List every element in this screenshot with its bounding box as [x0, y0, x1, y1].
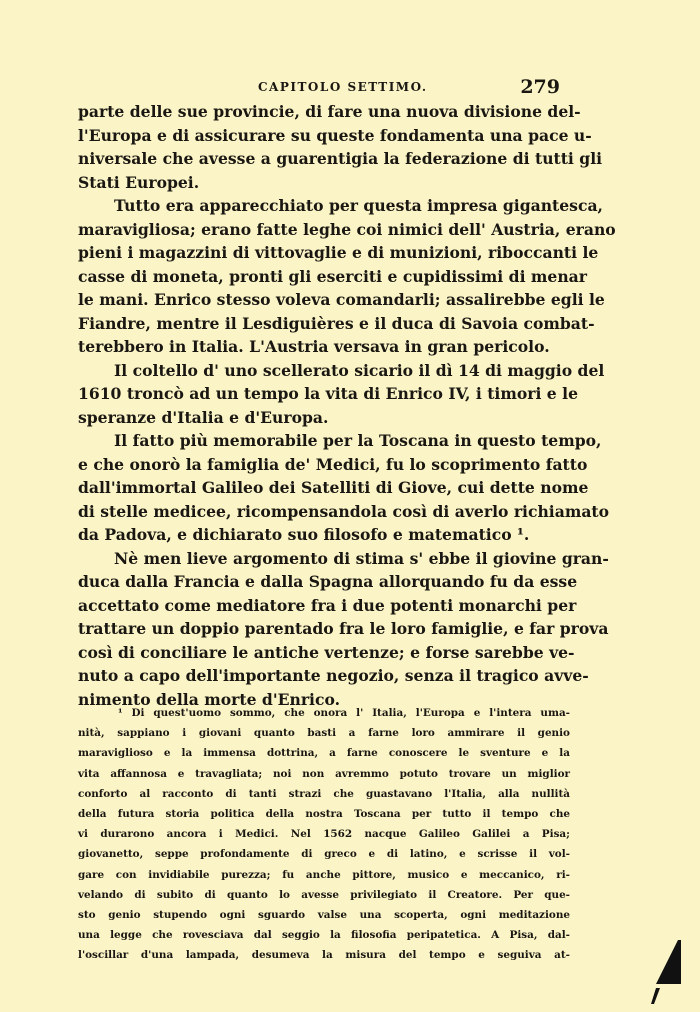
running-title: CAPITOLO SETTIMO.: [258, 80, 428, 94]
footnote-line: giovanetto, seppe profondamente di greco e di latino, e scrisse il vol-: [78, 848, 570, 861]
text-line: Il fatto più memorabile per la Toscana in questo tempo,: [114, 431, 602, 450]
text-line: nuto a capo dell'importante negozio, senza il tragico avve-: [78, 666, 589, 685]
footnote-line: vita affannosa e travagliata; noi non avremmo potuto trovare un miglior: [78, 767, 570, 780]
footnote-line: nità, sappiano i giovani quanto basti a farne loro ammirare il genio: [78, 727, 570, 740]
page-number: 279: [520, 76, 560, 98]
footnote-line: vi durarono ancora i Medici. Nel 1562 nacque Galileo Galilei a Pisa;: [78, 828, 570, 841]
footnote-line: l'oscillar d'una lampada, desumeva la misura del tempo e seguiva at-: [78, 949, 570, 962]
footnote-line: della futura storia politica della nostra Toscana per tutto il tempo che: [78, 808, 570, 821]
text-line: parte delle sue provincie, di fare una nuova divisione del-: [78, 102, 581, 121]
text-line: terebbero in Italia. L'Austria versava in gran pericolo.: [78, 337, 550, 356]
footnote: [78, 703, 570, 966]
text-line: 1610 troncò ad un tempo la vita di Enrico IV, i timori e le: [78, 384, 578, 403]
text-line: e che onorò la famiglia de' Medici, fu lo scoprimento fatto: [78, 454, 588, 474]
text-line: Tutto era apparecchiato per questa impresa gigantesca,: [114, 196, 603, 215]
text-line: l'Europa e di assicurare su queste fondamenta una pace u-: [78, 125, 592, 145]
footnote-line: conforto al racconto di tanti strazi che guastavano l'Italia, alla nullità: [78, 787, 570, 800]
text-line: duca dalla Francia e dalla Spagna allorquando fu da esse: [78, 572, 578, 591]
text-line: Il coltello d' uno scellerato sicario il dì 14 di maggio del: [114, 360, 605, 380]
text-line: trattare un doppio parentado fra le loro famiglie, e far prova: [78, 619, 609, 638]
footnote-line: una legge che rovesciava dal seggio la filosofia peripatetica. A Pisa, dal-: [78, 929, 570, 942]
footnote-line: sto genio stupendo ogni sguardo valse una scoperta, ogni meditazione: [78, 909, 570, 922]
footnote-line: gare con invidiabile purezza; fu anche pittore, musico e meccanico, ri-: [78, 868, 570, 881]
text-line: le mani. Enrico stesso voleva comandarli; assalirebbe egli le: [78, 290, 605, 309]
text-line: di stelle medicee, ricompensandola così di averlo richiamato: [78, 501, 610, 521]
footnote-line: ¹ Di quest'uomo sommo, che onora l' Italia, l'Europa e l'intera uma-: [118, 707, 570, 719]
page-corner-mark: [648, 938, 682, 1008]
text-line: così di conciliare le antiche vertenze; e forse sarebbe ve-: [78, 642, 575, 662]
footnote-line: maraviglioso e la immensa dottrina, a farne conoscere le sventure e la: [78, 747, 570, 760]
text-line: speranze d'Italia e d'Europa.: [78, 407, 329, 427]
footnote-line: velando di subito di quanto lo avesse privilegiato il Creatore. Per que-: [78, 888, 570, 901]
text-line: pieni i magazzini di vittovaglie e di munizioni, riboccanti le: [78, 243, 599, 262]
text-line: accettato come mediatore fra i due potenti monarchi per: [78, 595, 577, 615]
text-line: da Padova, e dichiarato suo filosofo e matematico ¹.: [78, 525, 530, 544]
text-line: niversale che avesse a guarentigia la federazione di tutti gli: [78, 149, 603, 168]
text-line: Fiandre, mentre il Lesdiguières e il duca di Savoia combat-: [78, 313, 595, 333]
text-line: maravigliosa; erano fatte leghe coi nimici dell' Austria, erano: [78, 219, 616, 239]
text-line: casse di moneta, pronti gli eserciti e cupidissimi di menar: [78, 266, 587, 286]
text-line: Nè men lieve argomento di stima s' ebbe il giovine gran-: [114, 548, 609, 568]
text-line: nimento della morte d'Enrico.: [78, 689, 341, 709]
text-line: dall'immortal Galileo dei Satelliti di Giove, cui dette nome: [78, 478, 589, 497]
page-header: [78, 78, 560, 100]
main-text: [78, 100, 616, 711]
text-line: Stati Europei.: [78, 172, 200, 192]
